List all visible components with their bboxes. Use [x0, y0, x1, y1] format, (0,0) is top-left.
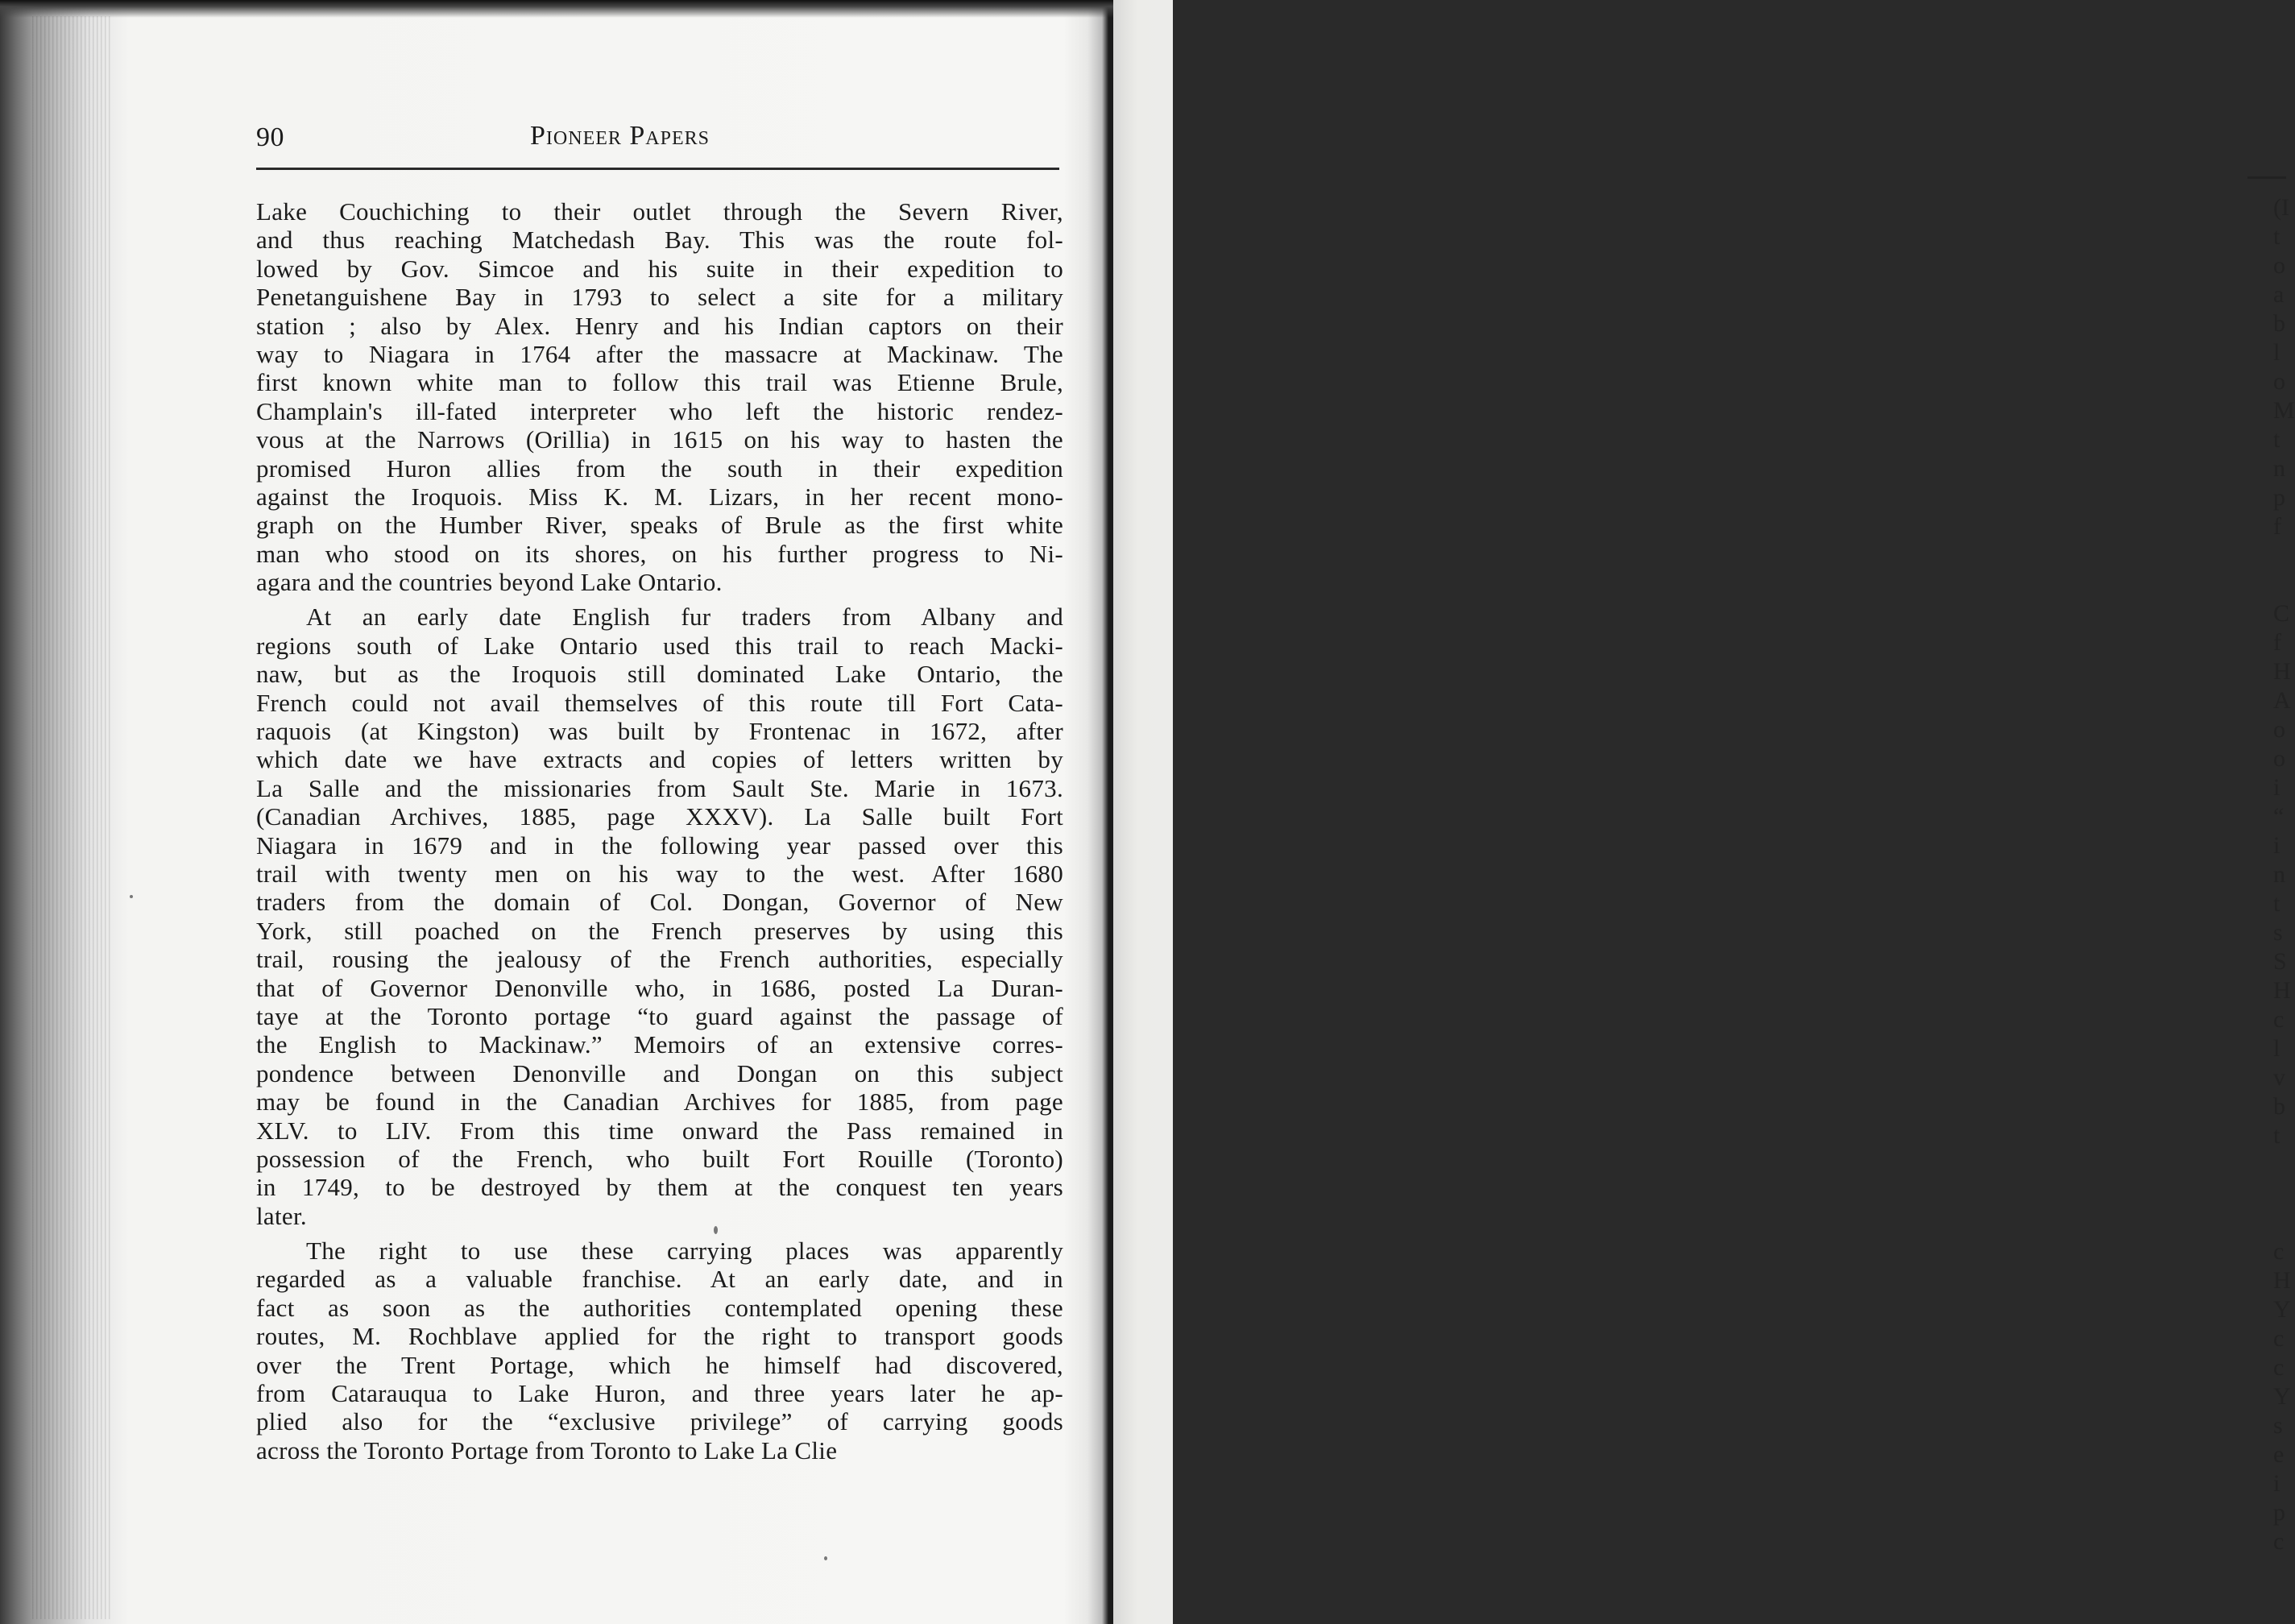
facing-page-letter: c: [2273, 1238, 2285, 1265]
paragraph-gap: [256, 596, 1063, 603]
facing-page-letter: c: [2273, 1325, 2285, 1352]
facing-page-fragment: [1113, 0, 2295, 1624]
text-line: over the Trent Portage, which he himself had discovered,: [256, 1350, 1063, 1379]
facing-page-letter: a: [2273, 281, 2285, 308]
facing-page-letter: e: [2273, 1441, 2285, 1468]
text-line: from Catarauqua to Lake Huron, and three years later he ap-: [256, 1379, 1063, 1408]
facing-page-letter: b: [2273, 1093, 2285, 1120]
text-line: regions south of Lake Ontario used this trail to reach Macki-: [256, 631, 1063, 660]
facing-page-letter: t: [2273, 426, 2281, 453]
text-line: raquois (at Kingston) was built by Frontenac in 1672, after: [256, 717, 1063, 746]
text-line: first known white man to follow this trail was Etienne Brule,: [256, 368, 1063, 397]
facing-page-letter: H: [2273, 1267, 2291, 1294]
facing-page-letter: Y: [2273, 1296, 2291, 1323]
facing-page-letter: f: [2273, 513, 2281, 540]
text-line: the English to Mackinaw.” Memoirs of an extensive corres-: [256, 1030, 1063, 1059]
text-line: (Canadian Archives, 1885, page XXXV). La Salle built Fort: [256, 802, 1063, 831]
text-line: that of Governor Denonville who, in 1686, posted La Duran-: [256, 973, 1063, 1002]
text-line: vous at the Narrows (Orillia) in 1615 on his way to hasten the: [256, 425, 1063, 454]
text-line: traders from the domain of Col. Dongan, Governor of New: [256, 888, 1063, 917]
facing-page-letter: o: [2273, 745, 2285, 772]
page-number: 90: [256, 122, 284, 152]
text-line: XLV. to LIV. From this time onward the Pass remained in: [256, 1116, 1063, 1145]
facing-page-letter: i: [2273, 1470, 2281, 1497]
text-line: French could not avail themselves of this route till Fort Cata-: [256, 688, 1063, 717]
facing-page-letter: c: [2273, 1354, 2285, 1381]
text-line: trail, rousing the jealousy of the French authorities, especially: [256, 945, 1063, 974]
facing-page-letter: c: [2273, 1528, 2285, 1555]
text-line: Lake Couchiching to their outlet through the Severn River,: [256, 197, 1063, 226]
facing-page-letter: t: [2273, 223, 2281, 250]
text-line: which date we have extracts and copies of letters written by: [256, 745, 1063, 774]
text-line: trail with twenty men on his way to the west. After 1680: [256, 859, 1063, 888]
paragraph: [256, 603, 1063, 1230]
text-line: naw, but as the Iroquois still dominated Lake Ontario, the: [256, 660, 1063, 689]
text-line: Penetanguishene Bay in 1793 to select a site for a military: [256, 283, 1063, 312]
running-head: Pioneer Papers: [530, 121, 710, 151]
paragraph: [256, 197, 1063, 596]
text-line: lowed by Gov. Simcoe and his suite in their expedition to: [256, 254, 1063, 283]
text-line: agara and the countries beyond Lake Ontario.: [256, 568, 723, 597]
facing-page-letter: i: [2273, 774, 2281, 801]
facing-page-letter: t: [2273, 890, 2281, 917]
text-line: routes, M. Rochblave applied for the right to transport goods: [256, 1322, 1063, 1351]
text-line: across the Toronto Portage from Toronto to Lake La Clie: [256, 1436, 838, 1464]
facing-page-letter: [2273, 570, 2286, 599]
facing-page-letter: v: [2273, 1064, 2285, 1091]
facing-page-letter: n: [2273, 455, 2285, 482]
facing-page-header-rule: [2247, 176, 2286, 179]
text-line: possession of the French, who built Fort Rouille (Toronto): [256, 1144, 1063, 1173]
facing-page-letter: [2273, 1208, 2286, 1237]
facing-page-letter: “: [2273, 803, 2285, 830]
facing-page-letter: Y: [2273, 1383, 2291, 1410]
facing-page-letter: l: [2273, 339, 2281, 366]
facing-page-letter: f: [2273, 629, 2281, 656]
text-line: plied also for the “exclusive privilege” of carrying goods: [256, 1407, 1063, 1436]
facing-page-letter: o: [2273, 368, 2285, 395]
facing-page-letter: H: [2273, 658, 2291, 685]
facing-page-letter: o: [2273, 252, 2285, 279]
facing-page-letter: [2273, 1179, 2286, 1208]
page-header: [256, 121, 1063, 166]
text-line: fact as soon as the authorities contemplated opening these: [256, 1293, 1063, 1322]
facing-page-letter: i: [2273, 832, 2281, 859]
text-line: Champlain's ill-fated interpreter who left the historic rendez-: [256, 396, 1063, 425]
facing-page-letter: s: [2273, 919, 2283, 946]
facing-page-letter: l: [2273, 1035, 2281, 1062]
facing-page-letter: M: [2273, 397, 2295, 424]
paper-speck: [130, 895, 133, 898]
text-line: At an early date English fur traders from Albany and: [306, 603, 1063, 632]
text-line: regarded as a valuable franchise. At an early date, and in: [256, 1265, 1063, 1294]
text-line: later.: [256, 1201, 307, 1230]
facing-page-letter: [2273, 1150, 2286, 1179]
facing-page-letter: [2273, 541, 2286, 570]
facing-page-letter: p: [2273, 1499, 2285, 1526]
text-line: may be found in the Canadian Archives for 1885, from page: [256, 1088, 1063, 1116]
facing-page-letter: S: [2273, 948, 2287, 975]
text-line: promised Huron allies from the south in their expedition: [256, 454, 1063, 483]
facing-page-letter: A: [2273, 687, 2291, 714]
paragraph: [256, 1237, 1063, 1464]
facing-page-letter: (I: [2273, 194, 2289, 221]
text-line: way to Niagara in 1764 after the massacre at Mackinaw. The: [256, 339, 1063, 368]
text-line: station ; also by Alex. Henry and his Indian captors on their: [256, 311, 1063, 340]
text-line: man who stood on its shores, on his further progress to Ni-: [256, 539, 1063, 568]
facing-page-letter: c: [2273, 1006, 2285, 1033]
paper-speck: [714, 1226, 718, 1234]
text-line: La Salle and the missionaries from Sault Ste. Marie in 1673.: [256, 773, 1063, 802]
paragraph-gap: [256, 1230, 1063, 1237]
facing-page-letter: b: [2273, 310, 2285, 337]
facing-page-letter: p: [2273, 484, 2285, 511]
paper-speck: [824, 1556, 827, 1560]
text-line: pondence between Denonville and Dongan on this subject: [256, 1058, 1063, 1088]
book-page-edges: [32, 16, 113, 1619]
text-line: and thus reaching Matchedash Bay. This was the route fol-: [256, 226, 1063, 255]
text-line: taye at the Toronto portage “to guard against the passage of: [256, 1001, 1063, 1030]
facing-page-cut-text: [2273, 193, 2295, 1556]
text-line: against the Iroquois. Miss K. M. Lizars, in her recent mono-: [256, 482, 1063, 511]
scan-top-shadow: [0, 0, 1173, 18]
text-line: The right to use these carrying places was apparently: [306, 1237, 1063, 1266]
facing-page-letter: C: [2273, 600, 2290, 627]
facing-page-letter: s: [2273, 1412, 2283, 1439]
book-page: [256, 121, 1063, 1464]
text-line: Niagara in 1679 and in the following year passed over this: [256, 831, 1063, 860]
text-line: in 1749, to be destroyed by them at the conquest ten years: [256, 1173, 1063, 1202]
facing-page-letter: H: [2273, 977, 2291, 1004]
text-line: graph on the Humber River, speaks of Brule as the first white: [256, 511, 1063, 540]
body-text: [256, 197, 1063, 1464]
facing-page-letter: o: [2273, 716, 2285, 743]
text-line: York, still poached on the French preserves by using this: [256, 916, 1063, 945]
facing-page-letter: n: [2273, 861, 2285, 888]
facing-page-letter: t: [2273, 1122, 2281, 1149]
header-rule: [256, 168, 1059, 170]
